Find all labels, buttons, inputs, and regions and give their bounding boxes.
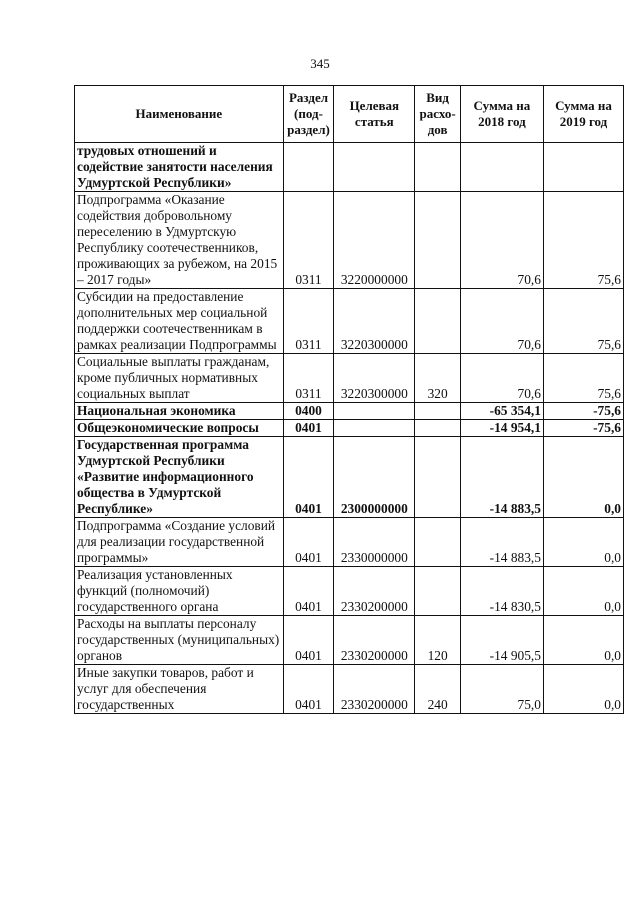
cell-type <box>415 403 461 420</box>
table-row <box>75 420 624 437</box>
cell-sum-2019: 0,0 <box>543 665 623 714</box>
cell-sum-2018 <box>460 143 543 192</box>
cell-section <box>283 143 334 192</box>
cell-type <box>415 192 461 289</box>
cell-sum-2018: -14 883,5 <box>460 518 543 567</box>
cell-sum-2019: -75,6 <box>543 403 623 420</box>
cell-target <box>334 420 415 437</box>
cell-target: 2300000000 <box>334 437 415 518</box>
cell-name: трудовых отношений и содействие занятости населения Удмуртской Республики» <box>75 143 284 192</box>
cell-name: Расходы на выплаты персоналу государственных (муниципальных) органов <box>75 616 284 665</box>
cell-sum-2018: -14 883,5 <box>460 437 543 518</box>
cell-sum-2018: -65 354,1 <box>460 403 543 420</box>
cell-sum-2019: 0,0 <box>543 518 623 567</box>
cell-name: Подпрограмма «Создание условий для реализации государственной программы» <box>75 518 284 567</box>
cell-name: Иные закупки товаров, работ и услуг для обеспечения государственных <box>75 665 284 714</box>
table-row <box>75 143 624 192</box>
cell-section: 0401 <box>283 567 334 616</box>
cell-type <box>415 143 461 192</box>
table-row <box>75 289 624 354</box>
cell-sum-2019: 0,0 <box>543 567 623 616</box>
cell-sum-2019: -75,6 <box>543 420 623 437</box>
table-row <box>75 403 624 420</box>
table-row <box>75 616 624 665</box>
cell-type: 120 <box>415 616 461 665</box>
cell-name: Реализация установленных функций (полномочий) государственного органа <box>75 567 284 616</box>
cell-section: 0401 <box>283 518 334 567</box>
table-row <box>75 518 624 567</box>
cell-type: 320 <box>415 354 461 403</box>
cell-target: 2330000000 <box>334 518 415 567</box>
header-sum-2018: Сумма на 2018 год <box>460 86 543 143</box>
budget-table <box>74 85 624 714</box>
cell-target: 2330200000 <box>334 665 415 714</box>
table-header-row <box>75 86 624 143</box>
cell-target: 3220000000 <box>334 192 415 289</box>
cell-sum-2019: 0,0 <box>543 616 623 665</box>
cell-type <box>415 420 461 437</box>
cell-sum-2018: -14 905,5 <box>460 616 543 665</box>
cell-target: 2330200000 <box>334 616 415 665</box>
cell-name: Субсидии на предоставление дополнительных мер социальной поддержки соотечественникам в рамках реализации Подпрограммы <box>75 289 284 354</box>
cell-sum-2019 <box>543 143 623 192</box>
cell-sum-2018: 70,6 <box>460 289 543 354</box>
cell-sum-2018: 75,0 <box>460 665 543 714</box>
cell-target: 2330200000 <box>334 567 415 616</box>
cell-sum-2019: 75,6 <box>543 289 623 354</box>
header-section: Раздел (под-раздел) <box>283 86 334 143</box>
cell-target <box>334 143 415 192</box>
cell-section: 0401 <box>283 616 334 665</box>
cell-type <box>415 289 461 354</box>
header-name: Наименование <box>75 86 284 143</box>
page-number: 345 <box>310 56 330 71</box>
table-row <box>75 437 624 518</box>
table-row <box>75 665 624 714</box>
header-sum-2019: Сумма на 2019 год <box>543 86 623 143</box>
cell-sum-2018: 70,6 <box>460 354 543 403</box>
cell-name: Национальная экономика <box>75 403 284 420</box>
cell-target: 3220300000 <box>334 354 415 403</box>
header-target: Целевая статья <box>334 86 415 143</box>
table-row <box>75 192 624 289</box>
cell-sum-2018: -14 830,5 <box>460 567 543 616</box>
cell-name: Общеэкономические вопросы <box>75 420 284 437</box>
cell-section: 0311 <box>283 354 334 403</box>
cell-section: 0311 <box>283 289 334 354</box>
cell-sum-2019: 75,6 <box>543 354 623 403</box>
cell-name: Подпрограмма «Оказание содействия добровольному переселению в Удмуртскую Республику соотечественников, проживающих за рубежом, на 2015 – 2017 годы» <box>75 192 284 289</box>
cell-target: 3220300000 <box>334 289 415 354</box>
table-row <box>75 567 624 616</box>
cell-sum-2018: -14 954,1 <box>460 420 543 437</box>
cell-section: 0401 <box>283 665 334 714</box>
table-row <box>75 354 624 403</box>
cell-section: 0311 <box>283 192 334 289</box>
cell-type: 240 <box>415 665 461 714</box>
cell-sum-2018: 70,6 <box>460 192 543 289</box>
header-type: Вид расхо-дов <box>415 86 461 143</box>
cell-name: Государственная программа Удмуртской Республики «Развитие информационного общества в Удмуртской Республике» <box>75 437 284 518</box>
cell-type <box>415 567 461 616</box>
cell-name: Социальные выплаты гражданам, кроме публичных нормативных социальных выплат <box>75 354 284 403</box>
cell-sum-2019: 75,6 <box>543 192 623 289</box>
cell-section: 0401 <box>283 437 334 518</box>
cell-section: 0401 <box>283 420 334 437</box>
cell-sum-2019: 0,0 <box>543 437 623 518</box>
cell-target <box>334 403 415 420</box>
cell-type <box>415 518 461 567</box>
cell-section: 0400 <box>283 403 334 420</box>
cell-type <box>415 437 461 518</box>
